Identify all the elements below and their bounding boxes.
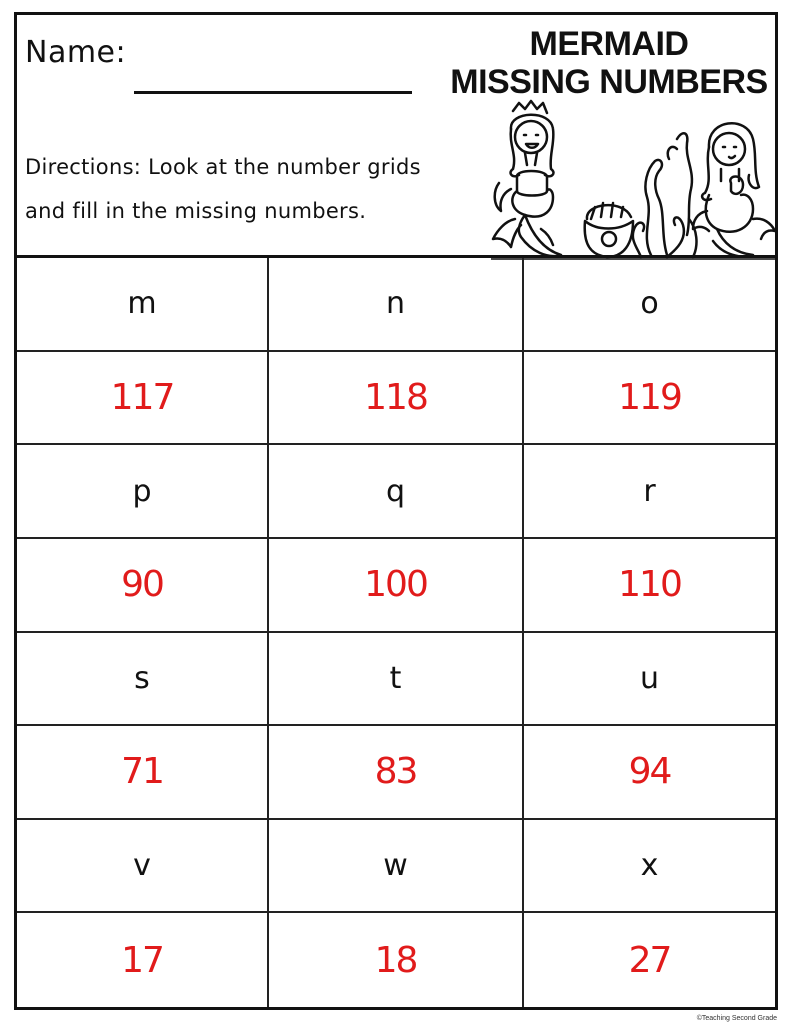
grid-number-cell: 17 — [17, 913, 269, 1007]
grid-number-cell: 110 — [524, 539, 775, 633]
directions-line-2: and fill in the missing numbers. — [25, 199, 367, 223]
grid-letter-cell: v — [17, 820, 269, 914]
grid-number-cell: 18 — [269, 913, 524, 1007]
worksheet-title — [439, 25, 779, 101]
number-grid — [17, 258, 775, 1007]
grid-number-cell: 100 — [269, 539, 524, 633]
directions-line-1: Directions: Look at the number grids — [25, 155, 421, 179]
grid-number-cell: 119 — [524, 352, 775, 446]
grid-number-cell: 71 — [17, 726, 269, 820]
grid-number-cell: 94 — [524, 726, 775, 820]
name-label: Name: — [25, 35, 127, 70]
grid-number-cell: 118 — [269, 352, 524, 446]
grid-letter-cell: n — [269, 258, 524, 352]
grid-number-cell: 83 — [269, 726, 524, 820]
directions — [25, 145, 475, 233]
grid-letter-cell: x — [524, 820, 775, 914]
worksheet-header — [17, 15, 775, 258]
grid-letter-cell: m — [17, 258, 269, 352]
grid-letter-cell: o — [524, 258, 775, 352]
name-write-line[interactable] — [134, 91, 412, 94]
copyright-text: ©Teaching Second Grade — [696, 1015, 777, 1022]
grid-number-cell: 27 — [628, 939, 671, 981]
mermaid-right-icon — [693, 123, 775, 256]
worksheet — [14, 12, 778, 1010]
grid-letter-cell: r — [524, 445, 775, 539]
grid-letter-cell: u — [524, 633, 775, 727]
grid-letter-cell: t — [269, 633, 524, 727]
clam-shell-icon — [585, 203, 633, 257]
grid-letter-cell: w — [269, 820, 524, 914]
seaweed-icon — [633, 133, 697, 257]
mermaid-illustration — [491, 99, 777, 261]
title-line-1: MERMAID — [529, 25, 689, 63]
mermaid-left-icon — [493, 101, 561, 256]
title-line-2: MISSING NUMBERS — [450, 63, 768, 101]
grid-number-cell: 117 — [17, 352, 269, 446]
grid-letter-cell: s — [17, 633, 269, 727]
grid-number-cell: 90 — [17, 539, 269, 633]
grid-letter-cell: p — [17, 445, 269, 539]
grid-letter-cell: q — [269, 445, 524, 539]
